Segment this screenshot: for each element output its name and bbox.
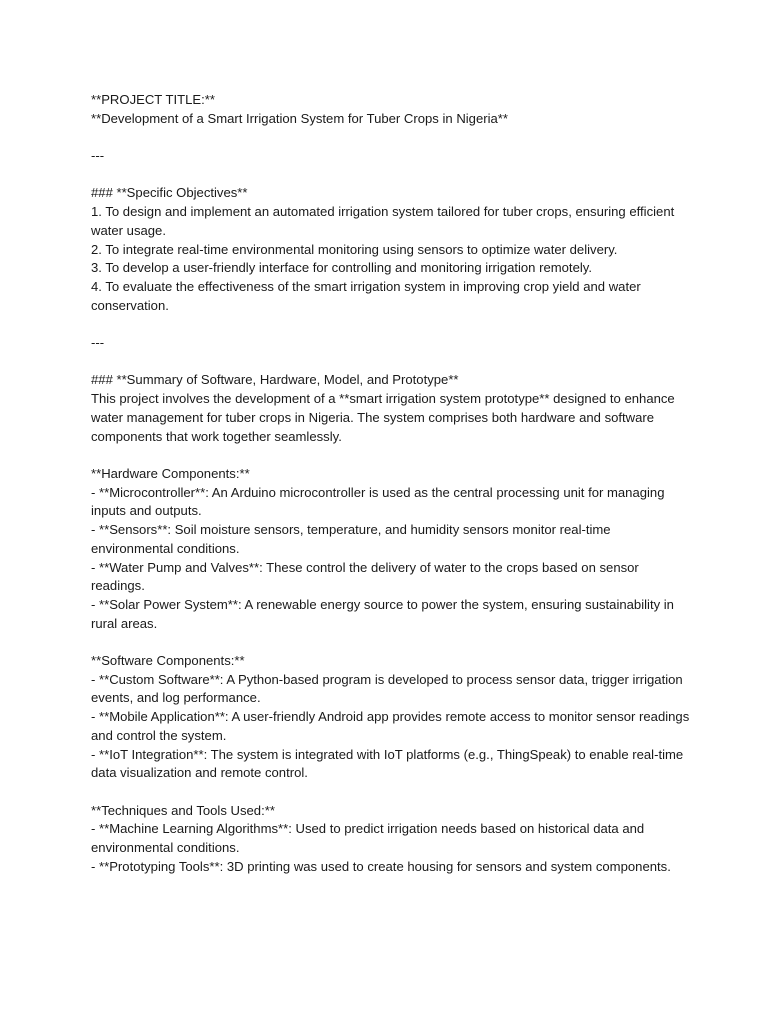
blank-line xyxy=(91,446,691,465)
hardware-item-solar: - **Solar Power System**: A renewable energy source to power the system, ensuring sustainability in rural areas. xyxy=(91,596,674,631)
hardware-heading: **Hardware Components:** xyxy=(91,465,250,481)
techniques-heading: **Techniques and Tools Used:** xyxy=(91,802,275,818)
hardware-item-sensors: - **Sensors**: Soil moisture sensors, temperature, and humidity sensors monitor real-time environmental conditions. xyxy=(91,522,611,556)
summary-heading: ### **Summary of Software, Hardware, Model, and Prototype** xyxy=(91,372,459,388)
summary-intro: This project involves the development of a **smart irrigation system prototype** designed to enhance water management for tuber crops in Nigeria. The system comprises both hardware and software components that work together seamlessly. xyxy=(91,391,675,444)
software-item-iot: - **IoT Integration**: The system is integrated with IoT platforms (e.g., ThingSpeak) to enable real-time data visualization and remote control. xyxy=(91,746,684,781)
objective-item-4: 4. To evaluate the effectiveness of the smart irrigation system in improving crop yield and water conservation. xyxy=(91,279,641,313)
project-title-label: **PROJECT TITLE:** xyxy=(91,92,215,107)
separator: --- xyxy=(91,335,105,351)
software-item-mobile: - **Mobile Application**: A user-friendly Android app provides remote access to monitor sensor readings and control the system. xyxy=(91,709,690,743)
objective-item-2: 2. To integrate real-time environmental monitoring using sensors to optimize water delivery. xyxy=(91,241,618,257)
objectives-heading: ### **Specific Objectives** xyxy=(91,185,248,201)
objective-item-1: 1. To design and implement an automated irrigation system tailored for tuber crops, ensuring efficient water usage. xyxy=(91,204,675,238)
software-heading: **Software Components:** xyxy=(91,653,245,668)
blank-line xyxy=(91,166,691,185)
hardware-item-microcontroller: - **Microcontroller**: An Arduino microcontroller is used as the central processing unit for managing inputs and outputs. xyxy=(91,484,665,519)
hardware-item-pump-valves: - **Water Pump and Valves**: These control the delivery of water to the crops based on sensor readings. xyxy=(91,559,639,594)
blank-line xyxy=(91,315,691,334)
techniques-item-ml: - **Machine Learning Algorithms**: Used to predict irrigation needs based on historical data and environmental conditions. xyxy=(91,821,645,856)
blank-line xyxy=(91,128,691,147)
project-title: **Development of a Smart Irrigation System for Tuber Crops in Nigeria** xyxy=(91,110,508,126)
objective-item-3: 3. To develop a user-friendly interface for controlling and monitoring irrigation remotely. xyxy=(91,260,592,276)
blank-line xyxy=(91,783,691,802)
blank-line xyxy=(91,633,691,652)
blank-line xyxy=(91,353,691,372)
document-body xyxy=(91,91,691,876)
techniques-item-prototyping: - **Prototyping Tools**: 3D printing was used to create housing for sensors and system components. xyxy=(91,858,671,874)
separator: --- xyxy=(91,148,105,164)
software-item-custom: - **Custom Software**: A Python-based program is developed to process sensor data, trigger irrigation events, and log performance. xyxy=(91,671,683,706)
